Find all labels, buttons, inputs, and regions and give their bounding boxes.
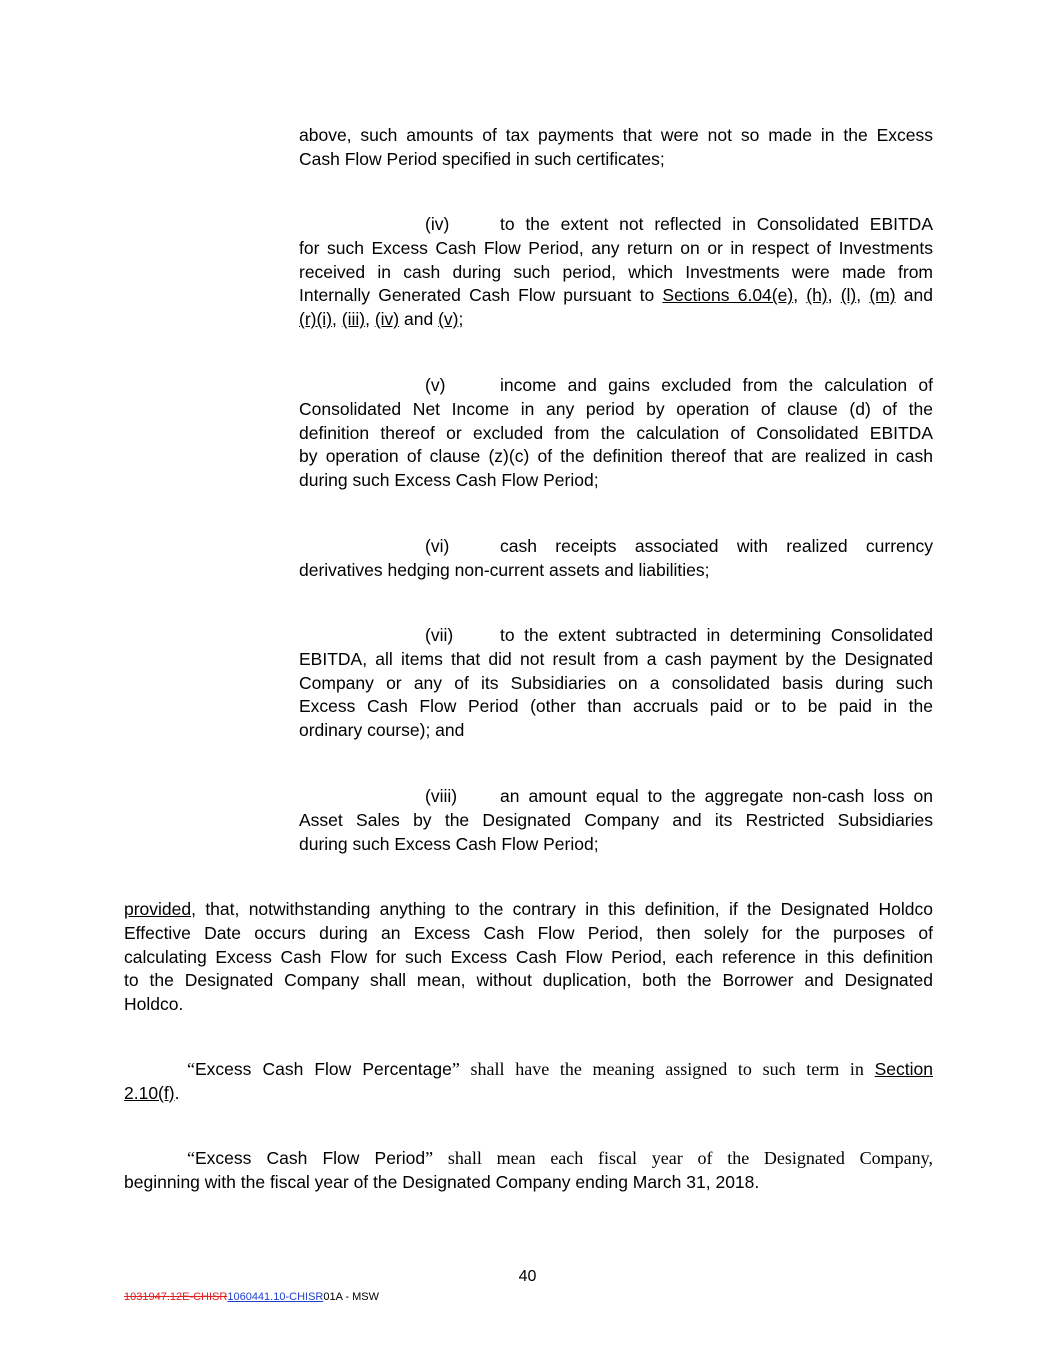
para-vi-first-line (299, 535, 933, 559)
section-link[interactable]: (iv) (374, 309, 400, 330)
text-span: . (174, 1082, 180, 1103)
text-span: , that, notwithstanding anything to the contrary in this definition, if the Designated Holdco (191, 899, 933, 919)
quote-mark: “ (187, 1059, 195, 1079)
section-link[interactable]: (h) (806, 285, 828, 306)
text-line: above, such amounts of tax payments that were not so made in the Excess (299, 125, 933, 145)
text-line: ordinary course); and (299, 720, 465, 741)
text-line (124, 1082, 933, 1106)
document-id-footer (124, 1291, 379, 1303)
text-line: Company or any of its Subsidiaries on a consolidated basis during such (299, 672, 933, 693)
text-line: income and gains excluded from the calculation of (500, 375, 933, 395)
text-span: and (404, 309, 434, 330)
para-vii (299, 624, 933, 743)
para-iv (299, 213, 933, 332)
para-v-first-line (299, 374, 933, 398)
text-line: an amount equal to the aggregate non-cash loss on (500, 786, 933, 806)
text-line: Asset Sales by the Designated Company and its Restricted Subsidiaries (299, 809, 933, 830)
section-link[interactable]: (v) (438, 309, 459, 330)
section-link[interactable]: Section (874, 1059, 933, 1079)
text-line (124, 1147, 933, 1171)
text-line: to the extent not reflected in Consolidated EBITDA (500, 214, 933, 234)
quote-mark: “ (187, 1148, 195, 1168)
text-line: Consolidated Net Income in any period by operation of clause (d) of the (299, 398, 933, 419)
text-span: Internally Generated Cash Flow pursuant to (299, 285, 663, 306)
text-line: cash receipts associated with realized currency (500, 536, 933, 556)
para-iii-continuation (299, 124, 933, 172)
proviso-paragraph (124, 898, 933, 1017)
text-line: during such Excess Cash Flow Period; (299, 833, 599, 854)
para-iv-first-line (299, 213, 933, 237)
clause-number: (vii) (425, 625, 454, 645)
para-v (299, 374, 933, 493)
section-link[interactable]: (l) (840, 285, 857, 306)
text-line: (r)(i), (iii), (iv) and (v); (299, 309, 464, 330)
text-line: EBITDA, all items that did not result from a cash payment by the Designated (299, 648, 933, 669)
section-link[interactable]: (iii) (341, 309, 366, 330)
defined-term: Excess Cash Flow Period (195, 1148, 426, 1168)
deleted-doc-id: 1031947.12E-CHISR (124, 1291, 228, 1303)
text-line (124, 898, 933, 922)
text-line: beginning with the fiscal year of the Designated Company ending March 31, 2018. (124, 1171, 760, 1192)
section-link[interactable]: (r)(i) (299, 309, 333, 330)
text-span: and (903, 285, 933, 306)
clause-number: (vi) (425, 536, 450, 556)
quote-mark: ” (425, 1148, 434, 1168)
text-line: Internally Generated Cash Flow pursuant to Sections 6.04(e), (h), (l), (m) and (299, 285, 933, 306)
text-line: Excess Cash Flow Period (other than accruals paid or to be paid in the (299, 696, 933, 717)
text-line: calculating Excess Cash Flow for such Excess Cash Flow Period, each reference in this definition (124, 946, 933, 967)
provided-term: provided (124, 899, 192, 919)
text-line: during such Excess Cash Flow Period; (299, 470, 599, 491)
page-number: 40 (518, 1268, 537, 1285)
text-line: to the extent subtracted in determining Consolidated (500, 625, 933, 645)
para-viii-first-line (299, 785, 933, 809)
doc-id-suffix: 01A - MSW (323, 1291, 379, 1303)
quote-mark: ” (451, 1059, 460, 1079)
para-viii (299, 785, 933, 856)
clause-number: (v) (425, 375, 446, 395)
defined-term: Excess Cash Flow Percentage (195, 1059, 452, 1079)
clause-number: (viii) (425, 786, 458, 806)
definition-excess-cash-flow-period (124, 1147, 933, 1195)
text-line: to the Designated Company shall mean, without duplication, both the Borrower and Designated (124, 970, 933, 991)
section-link[interactable]: (m) (869, 285, 896, 306)
definition-excess-cash-flow-percentage (124, 1058, 933, 1106)
section-link[interactable]: Sections 6.04(e) (662, 285, 794, 306)
text-line: Holdco. (124, 994, 184, 1015)
text-span: shall have the meaning assigned to such term in (459, 1059, 875, 1079)
clause-number: (iv) (425, 214, 450, 234)
text-line: by operation of clause (z)(c) of the definition thereof that are realized in cash (299, 446, 933, 467)
inserted-doc-id: 1060441.10-CHISR (227, 1291, 324, 1303)
section-link[interactable]: 2.10(f) (124, 1082, 175, 1103)
text-line: received in cash during such period, which Investments were made from (299, 261, 933, 282)
text-line: for such Excess Cash Flow Period, any return on or in respect of Investments (299, 237, 933, 258)
text-span: shall mean each fiscal year of the Designated Company, (433, 1148, 933, 1168)
text-line (124, 1058, 933, 1082)
text-line: definition thereof or excluded from the calculation of Consolidated EBITDA (299, 422, 933, 443)
para-vi (299, 535, 933, 583)
text-line: Cash Flow Period specified in such certificates; (299, 148, 665, 169)
para-vii-first-line (299, 624, 933, 648)
text-line: Effective Date occurs during an Excess Cash Flow Period, then solely for the purposes of (124, 922, 933, 943)
text-line: derivatives hedging non-current assets and liabilities; (299, 559, 710, 580)
